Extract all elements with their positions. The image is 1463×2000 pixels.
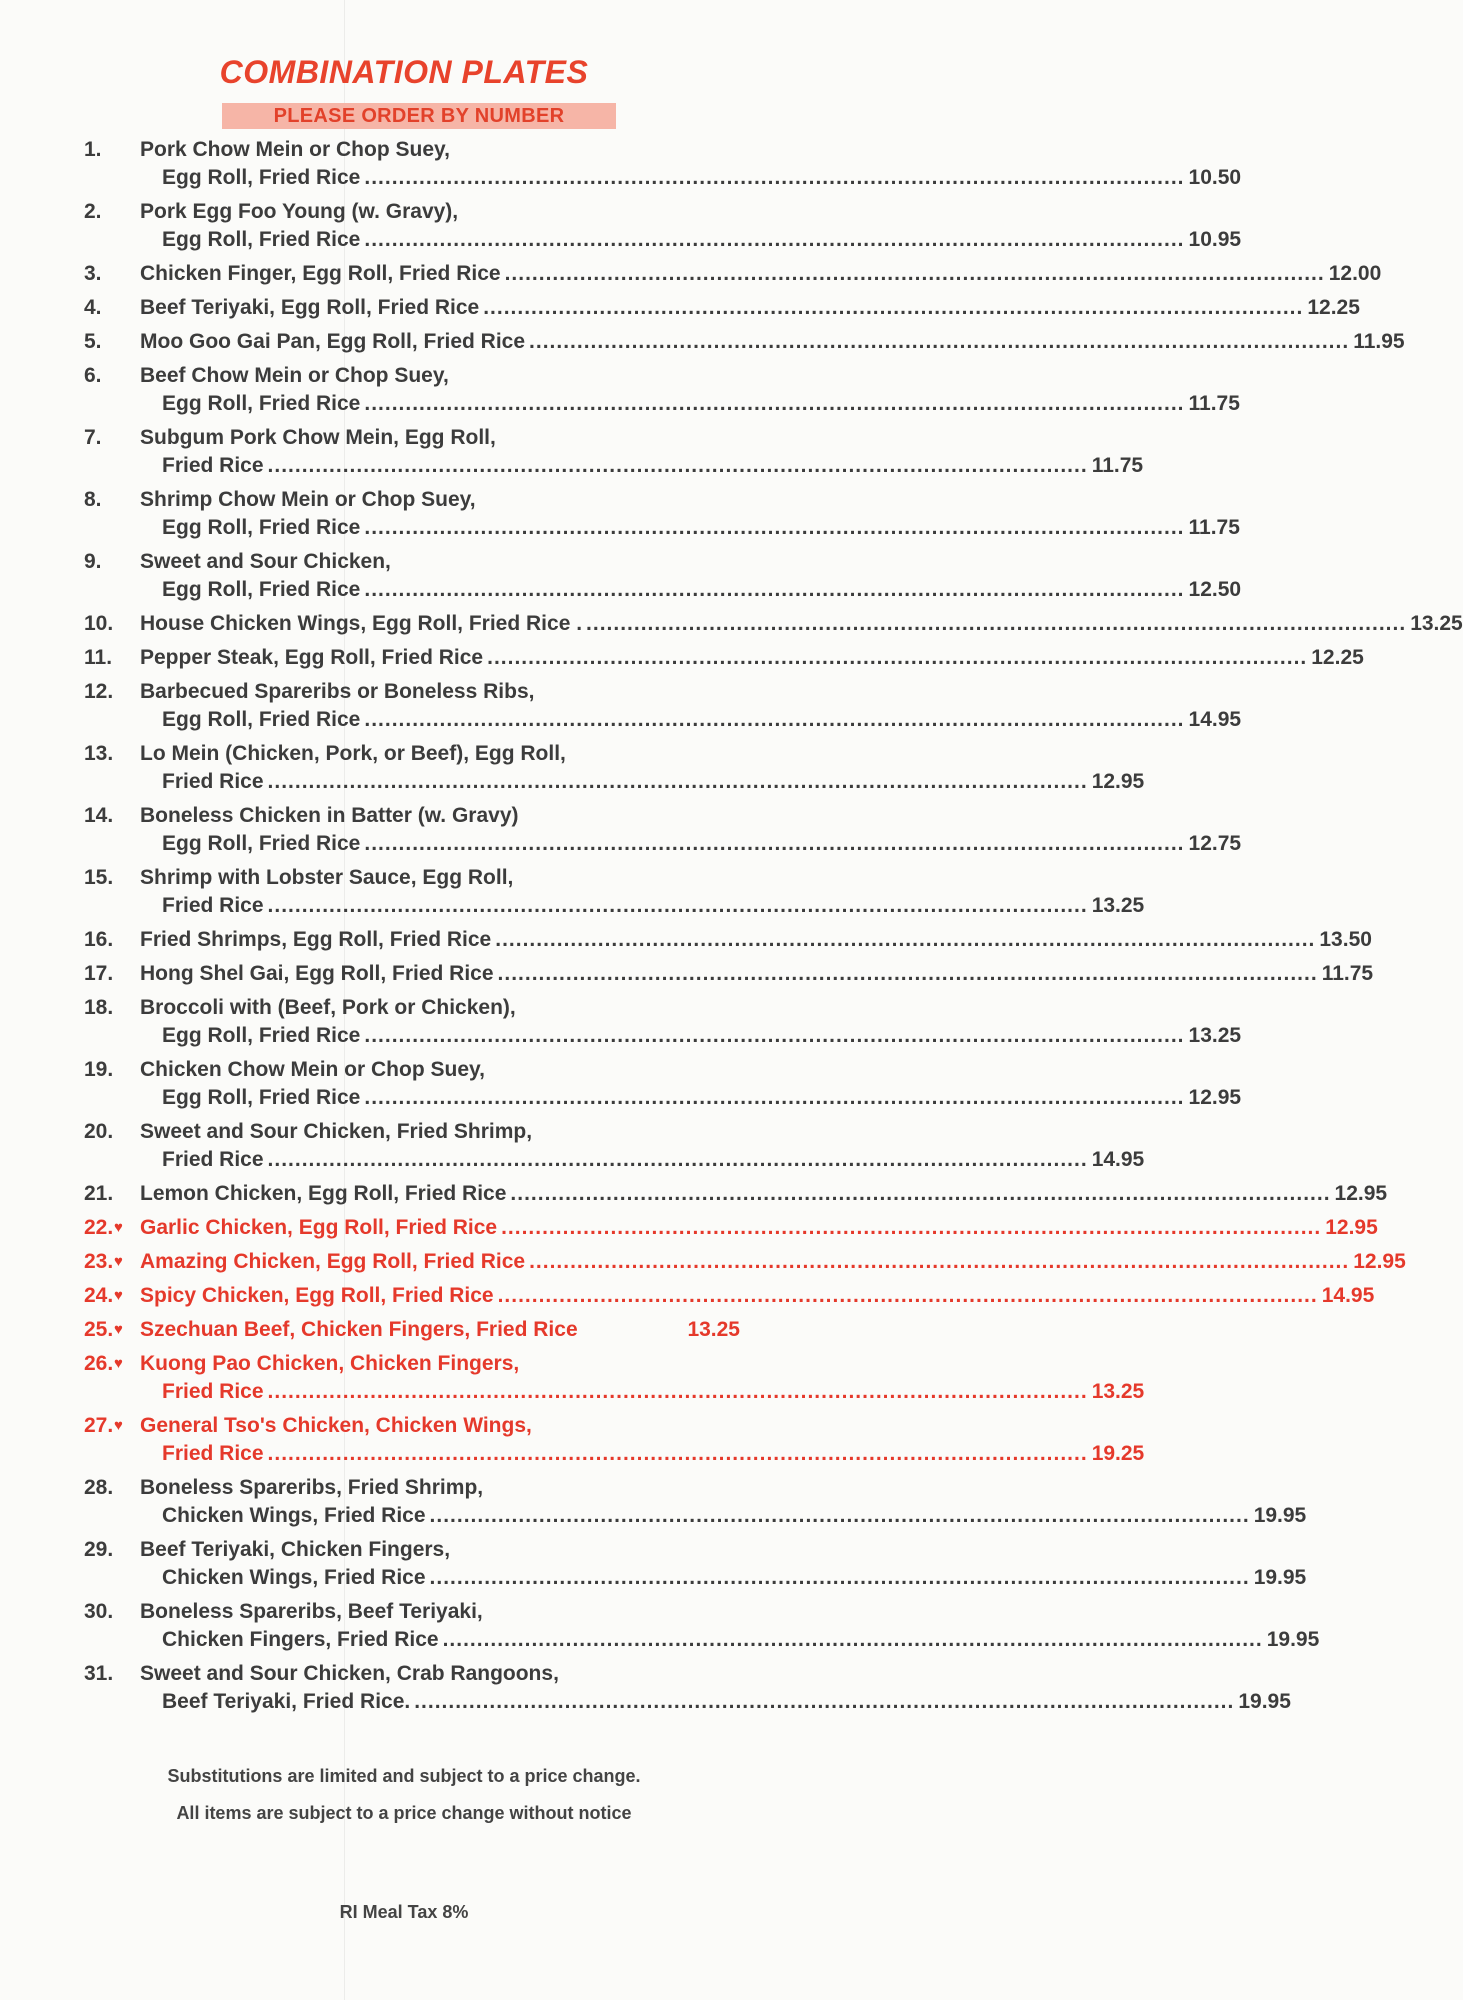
menu-item bbox=[0, 1316, 808, 1344]
item-description: Egg Roll, Fried Rice bbox=[162, 516, 361, 539]
menu-item bbox=[0, 328, 1405, 356]
item-price: 11.75 bbox=[1321, 962, 1374, 985]
item-description: Boneless Chicken in Batter (w. Gravy) bbox=[140, 804, 519, 827]
item-description: Egg Roll, Fried Rice bbox=[162, 578, 361, 601]
item-number: 23. bbox=[84, 1250, 114, 1273]
menu-item bbox=[0, 1118, 1145, 1174]
menu-item bbox=[0, 1412, 1145, 1468]
spicy-pepper-icon: ♥ bbox=[114, 1219, 123, 1236]
item-price: 13.25 bbox=[687, 1318, 740, 1341]
menu-item bbox=[0, 424, 1144, 480]
menu-item bbox=[0, 1282, 1375, 1310]
dot-leader: ........................................................................................................................ bbox=[364, 1086, 1185, 1109]
item-number: 19. bbox=[84, 1058, 114, 1081]
page-title: COMBINATION PLATES bbox=[219, 54, 589, 90]
item-description: Barbecued Spareribs or Boneless Ribs, bbox=[140, 680, 535, 703]
item-description: Beef Teriyaki, Chicken Fingers, bbox=[140, 1538, 451, 1561]
item-price: 10.95 bbox=[1188, 228, 1242, 251]
dot-leader: ........................................................................................................................ bbox=[267, 1148, 1088, 1171]
item-price: 13.25 bbox=[1410, 612, 1463, 635]
item-number: 22. bbox=[84, 1216, 114, 1239]
item-price: 14.95 bbox=[1321, 1284, 1375, 1307]
dot-leader: ........................................................................................................................ bbox=[267, 454, 1088, 477]
dot-leader: ........................................................................................................................ bbox=[442, 1628, 1263, 1651]
item-description: Chicken Finger, Egg Roll, Fried Rice bbox=[140, 262, 501, 285]
item-description: Chicken Wings, Fried Rice bbox=[162, 1504, 426, 1527]
item-price: 11.75 bbox=[1188, 516, 1240, 539]
menu-item bbox=[0, 548, 1242, 604]
item-description: Egg Roll, Fried Rice bbox=[162, 832, 361, 855]
item-description: Pepper Steak, Egg Roll, Fried Rice bbox=[140, 646, 484, 669]
dot-leader: ........................................................................................................................ bbox=[487, 646, 1308, 669]
item-description: Kuong Pao Chicken, Chicken Fingers, bbox=[140, 1352, 520, 1375]
item-number: 3. bbox=[84, 262, 102, 285]
item-number: 26. bbox=[84, 1352, 114, 1375]
dot-leader: ........................................................................................................................ bbox=[497, 962, 1318, 985]
substitutions-note: Substitutions are limited and subject to a price change. bbox=[167, 1766, 641, 1786]
dot-leader: ........................................................................................................................ bbox=[586, 612, 1407, 635]
item-price: 19.95 bbox=[1253, 1504, 1307, 1527]
spicy-pepper-icon: ♥ bbox=[114, 1253, 123, 1270]
menu-item bbox=[0, 960, 1374, 988]
item-description: Boneless Spareribs, Beef Teriyaki, bbox=[140, 1600, 483, 1623]
menu-item bbox=[0, 994, 1242, 1050]
dot-leader: ........................................................................................................................ bbox=[529, 330, 1350, 353]
item-number: 30. bbox=[84, 1600, 114, 1623]
menu-item bbox=[0, 802, 1242, 858]
dot-leader: ........................................................................................................................ bbox=[364, 708, 1185, 731]
item-price: 12.75 bbox=[1188, 832, 1242, 855]
dot-leader: ........................................................................................................................ bbox=[414, 1690, 1235, 1713]
item-description: Spicy Chicken, Egg Roll, Fried Rice bbox=[140, 1284, 494, 1307]
item-number: 13. bbox=[84, 742, 114, 765]
item-price: 19.95 bbox=[1266, 1628, 1320, 1651]
meal-tax-note: RI Meal Tax 8% bbox=[339, 1902, 469, 1922]
item-price: 19.25 bbox=[1091, 1442, 1145, 1465]
item-description: Egg Roll, Fried Rice bbox=[162, 1024, 361, 1047]
item-number: 25. bbox=[84, 1318, 114, 1341]
item-description: Egg Roll, Fried Rice bbox=[162, 392, 361, 415]
item-description: Beef Teriyaki, Egg Roll, Fried Rice bbox=[140, 296, 480, 319]
item-price: 12.25 bbox=[1307, 296, 1360, 319]
item-description: Amazing Chicken, Egg Roll, Fried Rice bbox=[140, 1250, 526, 1273]
item-price: 12.00 bbox=[1328, 262, 1382, 285]
menu-item bbox=[0, 644, 1364, 672]
menu-item bbox=[0, 260, 1382, 288]
item-number: 21. bbox=[84, 1182, 114, 1205]
item-description: Shrimp with Lobster Sauce, Egg Roll, bbox=[140, 866, 514, 889]
item-number: 10. bbox=[84, 612, 114, 635]
dot-leader: ........................................................................................................................ bbox=[495, 928, 1316, 951]
item-description: Boneless Spareribs, Fried Shrimp, bbox=[140, 1476, 484, 1499]
dot-leader: ........................................................................................................................ bbox=[483, 296, 1304, 319]
item-number: 17. bbox=[84, 962, 114, 985]
item-description: Lo Mein (Chicken, Pork, or Beef), Egg Roll, bbox=[140, 742, 566, 765]
spicy-pepper-icon: ♥ bbox=[114, 1417, 123, 1434]
item-description: Egg Roll, Fried Rice bbox=[162, 166, 361, 189]
item-number: 28. bbox=[84, 1476, 114, 1499]
menu-item bbox=[0, 486, 1240, 542]
item-description: Egg Roll, Fried Rice bbox=[162, 228, 361, 251]
spicy-pepper-icon: ♥ bbox=[114, 1287, 123, 1304]
item-description: Fried Rice bbox=[162, 894, 264, 917]
item-description: Chicken Chow Mein or Chop Suey, bbox=[140, 1058, 485, 1081]
item-price: 11.75 bbox=[1091, 454, 1144, 477]
menu-item bbox=[0, 740, 1145, 796]
item-description: Fried Rice bbox=[162, 770, 264, 793]
item-description: Subgum Pork Chow Mein, Egg Roll, bbox=[140, 426, 496, 449]
item-number: 5. bbox=[84, 330, 102, 353]
menu-item bbox=[0, 864, 1145, 920]
item-description: Moo Goo Gai Pan, Egg Roll, Fried Rice bbox=[140, 330, 526, 353]
item-description: Pork Chow Mein or Chop Suey, bbox=[140, 138, 450, 161]
menu-item bbox=[0, 1536, 1307, 1592]
item-number: 8. bbox=[84, 488, 102, 511]
item-description: Sweet and Sour Chicken, bbox=[140, 550, 391, 573]
item-price: 13.25 bbox=[1091, 894, 1145, 917]
item-price: 13.25 bbox=[1188, 1024, 1242, 1047]
item-price: 14.95 bbox=[1091, 1148, 1145, 1171]
menu-item bbox=[0, 610, 1463, 638]
item-description: Fried Rice bbox=[162, 1380, 264, 1403]
dot-leader: ........................................................................................................................ bbox=[429, 1566, 1250, 1589]
menu-item bbox=[0, 1474, 1307, 1530]
item-number: 4. bbox=[84, 296, 102, 319]
item-price: 12.50 bbox=[1188, 578, 1242, 601]
dot-leader: ........................................................................................................................ bbox=[364, 1024, 1185, 1047]
item-description: General Tso's Chicken, Chicken Wings, bbox=[140, 1414, 532, 1437]
menu-item bbox=[0, 294, 1360, 322]
menu-item bbox=[0, 136, 1242, 192]
item-price: 13.25 bbox=[1091, 1380, 1145, 1403]
combination-plates-list bbox=[0, 136, 1463, 1722]
item-number: 2. bbox=[84, 200, 102, 223]
item-price: 12.95 bbox=[1091, 770, 1145, 793]
item-price: 11.95 bbox=[1353, 330, 1405, 353]
menu-item bbox=[0, 1056, 1242, 1112]
item-description: Chicken Wings, Fried Rice bbox=[162, 1566, 426, 1589]
item-description: Pork Egg Foo Young (w. Gravy), bbox=[140, 200, 459, 223]
item-price: 13.50 bbox=[1319, 928, 1372, 951]
dot-leader: ........................................................................................................................ bbox=[267, 1380, 1088, 1403]
dot-leader: ........................................................................................................................ bbox=[364, 166, 1185, 189]
item-description: Sweet and Sour Chicken, Crab Rangoons, bbox=[140, 1662, 559, 1685]
item-description: Sweet and Sour Chicken, Fried Shrimp, bbox=[140, 1120, 533, 1143]
item-number: 14. bbox=[84, 804, 114, 827]
item-description: Shrimp Chow Mein or Chop Suey, bbox=[140, 488, 476, 511]
menu-item bbox=[0, 678, 1242, 734]
menu-item bbox=[0, 1598, 1320, 1654]
spicy-pepper-icon: ♥ bbox=[114, 1355, 123, 1372]
item-description: Fried Rice bbox=[162, 1148, 264, 1171]
item-price: 19.95 bbox=[1238, 1690, 1291, 1713]
item-description: Beef Chow Mein or Chop Suey, bbox=[140, 364, 449, 387]
item-description: Egg Roll, Fried Rice bbox=[162, 708, 361, 731]
item-number: 29. bbox=[84, 1538, 114, 1561]
item-price: 10.50 bbox=[1188, 166, 1242, 189]
dot-leader: ........................................................................................................................ bbox=[267, 770, 1088, 793]
item-number: 20. bbox=[84, 1120, 114, 1143]
item-description: Garlic Chicken, Egg Roll, Fried Rice bbox=[140, 1216, 498, 1239]
item-number: 9. bbox=[84, 550, 102, 573]
dot-leader: ........................................................................................................................ bbox=[364, 228, 1185, 251]
item-number: 31. bbox=[84, 1662, 114, 1685]
item-description: Fried Shrimps, Egg Roll, Fried Rice bbox=[140, 928, 492, 951]
dot-leader: ........................................................................................................................ bbox=[364, 578, 1185, 601]
menu-item bbox=[0, 198, 1242, 254]
item-price: 14.95 bbox=[1188, 708, 1242, 731]
item-number: 15. bbox=[84, 866, 114, 889]
menu-item bbox=[0, 926, 1372, 954]
item-description: Szechuan Beef, Chicken Fingers, Fried Rice bbox=[140, 1318, 578, 1341]
item-number: 7. bbox=[84, 426, 102, 449]
item-number: 1. bbox=[84, 138, 102, 161]
item-description: Beef Teriyaki, Fried Rice. bbox=[162, 1690, 411, 1713]
item-price: 12.25 bbox=[1311, 646, 1364, 669]
item-description: House Chicken Wings, Egg Roll, Fried Rice . bbox=[140, 612, 583, 635]
item-spacer bbox=[0, 1716, 808, 1722]
item-number: 12. bbox=[84, 680, 114, 703]
item-description: Broccoli with (Beef, Pork or Chicken), bbox=[140, 996, 516, 1019]
item-description: Egg Roll, Fried Rice bbox=[162, 1086, 361, 1109]
item-price: 12.95 bbox=[1353, 1250, 1406, 1273]
dot-leader: ........................................................................................................................ bbox=[364, 832, 1185, 855]
menu-item bbox=[0, 1214, 1378, 1242]
menu-item bbox=[0, 1180, 1388, 1208]
item-price: 12.95 bbox=[1188, 1086, 1242, 1109]
item-description: Chicken Fingers, Fried Rice bbox=[162, 1628, 439, 1651]
dot-leader: ........................................................................................................................ bbox=[267, 894, 1088, 917]
dot-leader: ........................................................................................................................ bbox=[429, 1504, 1250, 1527]
item-description: Fried Rice bbox=[162, 1442, 264, 1465]
menu-item bbox=[0, 1660, 1291, 1716]
item-price: 19.95 bbox=[1253, 1566, 1307, 1589]
item-number: 24. bbox=[84, 1284, 114, 1307]
price-change-note: All items are subject to a price change without notice bbox=[176, 1803, 632, 1823]
item-number: 18. bbox=[84, 996, 114, 1019]
dot-leader: ........................................................................................................................ bbox=[501, 1216, 1322, 1239]
item-price: 12.95 bbox=[1334, 1182, 1388, 1205]
dot-leader: ........................................................................................................................ bbox=[504, 262, 1325, 285]
dot-leader: ........................................................................................................................ bbox=[267, 1442, 1088, 1465]
item-description: Fried Rice bbox=[162, 454, 264, 477]
page-subtitle: PLEASE ORDER BY NUMBER bbox=[222, 103, 616, 129]
menu-item bbox=[0, 1350, 1145, 1406]
dot-leader: ........................................................................................................................ bbox=[510, 1182, 1331, 1205]
dot-leader: ........................................................................................................................ bbox=[497, 1284, 1318, 1307]
dot-leader: ........................................................................................................................ bbox=[364, 392, 1185, 415]
item-number: 27. bbox=[84, 1414, 114, 1437]
menu-item bbox=[0, 1248, 1406, 1276]
spicy-pepper-icon: ♥ bbox=[114, 1321, 123, 1338]
item-description: Hong Shel Gai, Egg Roll, Fried Rice bbox=[140, 962, 494, 985]
item-number: 11. bbox=[84, 646, 113, 669]
dot-leader: ........................................................................................................................ bbox=[364, 516, 1185, 539]
item-number: 16. bbox=[84, 928, 114, 951]
item-price: 11.75 bbox=[1188, 392, 1240, 415]
dot-leader: ........................................................................................................................ bbox=[529, 1250, 1350, 1273]
item-description: Lemon Chicken, Egg Roll, Fried Rice bbox=[140, 1182, 507, 1205]
item-price: 12.95 bbox=[1325, 1216, 1378, 1239]
menu-item bbox=[0, 362, 1240, 418]
item-number: 6. bbox=[84, 364, 102, 387]
